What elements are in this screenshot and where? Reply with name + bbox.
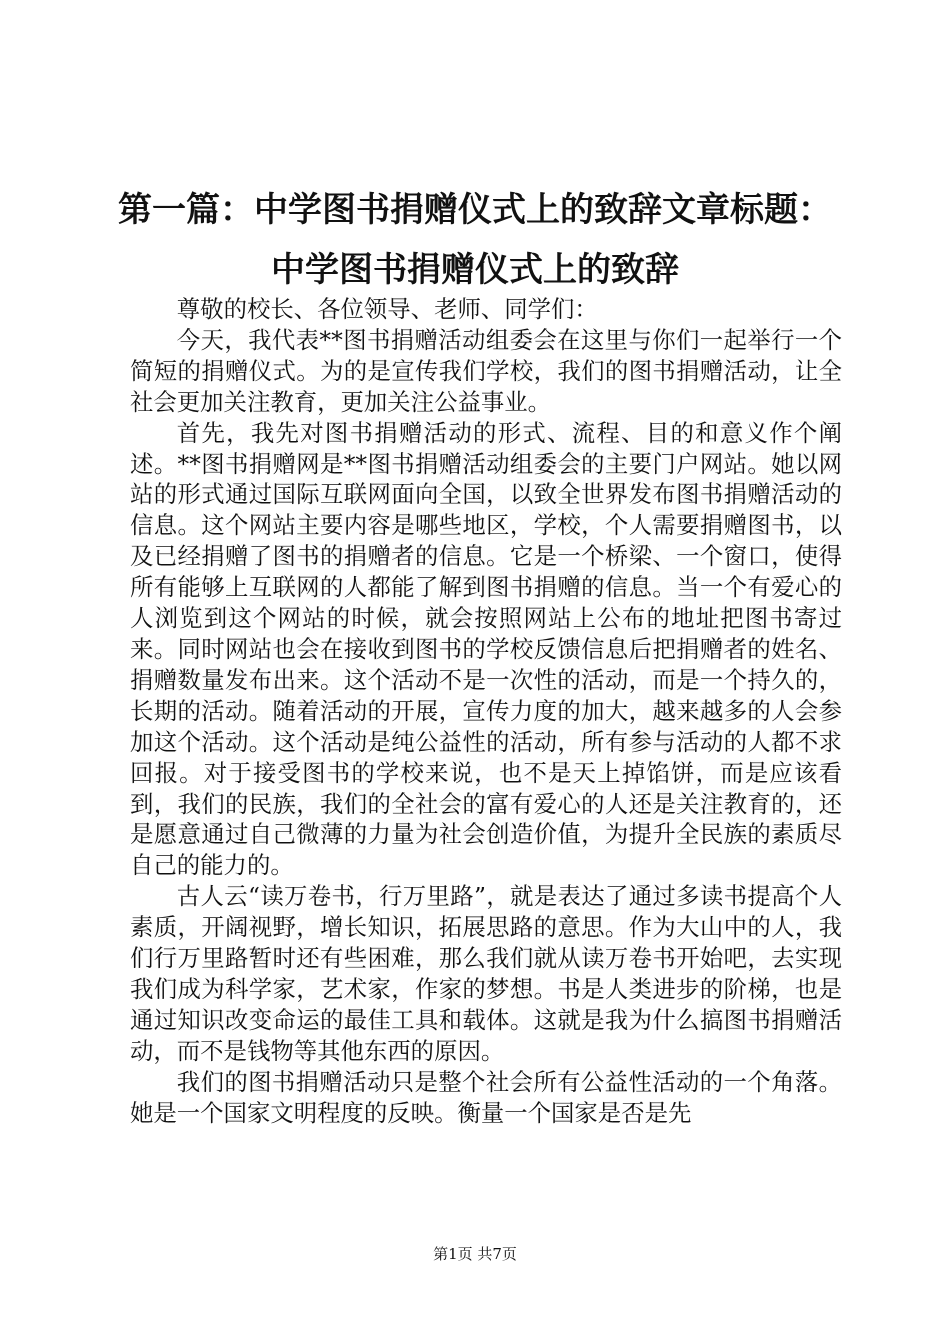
- body-paragraph: 今天，我代表**图书捐赠活动组委会在这里与你们一起举行一个简短的捐赠仪式。为的是宣传我们学校，我们的图书捐赠活动，让全社会更加关注教育，更加关注公益事业。: [130, 325, 842, 416]
- document-title-line-2: 中学图书捐赠仪式上的致辞: [271, 250, 679, 290]
- body-paragraph: 古人云“读万卷书，行万里路”，就是表达了通过多读书提高个人素质，开阔视野，增长知识，拓展思路的意思。作为大山中的人，我们行万里路暂时还有些困难，那么我们就从读万卷书开始吧，去实现我们成为科学家，艺术家，作家的梦想。书是人类进步的阶梯，也是通过知识改变命运的最佳工具和载体。这就是我为什么搞图书捐赠活动，而不是钱物等其他东西的原因。: [130, 882, 842, 1065]
- salutation-paragraph: 尊敬的校长、各位领导、老师、同学们：: [176, 295, 598, 323]
- page-number-footer: 第1页 共7页: [433, 1245, 517, 1263]
- body-paragraph: 我们的图书捐赠活动只是整个社会所有公益性活动的一个角落。她是一个国家文明程度的反映。衡量一个国家是否是先: [130, 1067, 842, 1127]
- body-paragraph: 首先，我先对图书捐赠活动的形式、流程、目的和意义作个阐述。**图书捐赠网是**图书捐赠活动组委会的主要门户网站。她以网站的形式通过国际互联网面向全国，以致全世界发布图书捐赠活动的信息。这个网站主要内容是哪些地区，学校，个人需要捐赠图书，以及已经捐赠了图书的捐赠者的信息。它是一个桥梁、一个窗口，使得所有能够上互联网的人都能了解到图书捐赠的信息。当一个有爱心的人浏览到这个网站的时候，就会按照网站上公布的地址把图书寄过来。同时网站也会在接收到图书的学校反馈信息后把捐赠者的姓名、捐赠数量发布出来。这个活动不是一次性的活动，而是一个持久的，长期的活动。随着活动的开展，宣传力度的加大，越来越多的人会参加这个活动。这个活动是纯公益性的活动，所有参与活动的人都不求回报。对于接受图书的学校来说，也不是天上掉馅饼，而是应该看到，我们的民族，我们的全社会的富有爱心的人还是关注教育的，还是愿意通过自己微薄的力量为社会创造价值，为提升全民族的素质尽自己的能力的。: [130, 418, 842, 880]
- document-body: [130, 294, 842, 1128]
- document-title-line-1: 第一篇：中学图书捐赠仪式上的致辞文章标题：: [118, 190, 832, 230]
